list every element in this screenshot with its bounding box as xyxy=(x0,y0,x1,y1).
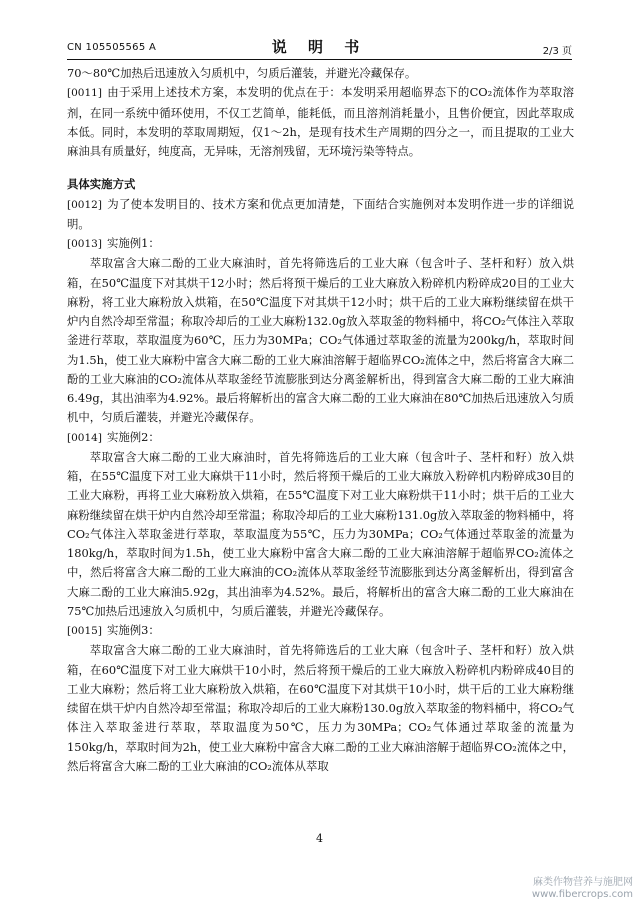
paragraph-number: [0013] xyxy=(67,238,102,250)
paragraph-0011 xyxy=(67,83,574,161)
paragraph-0012 xyxy=(67,195,574,235)
example-3-body: 萃取富含大麻二酚的工业大麻油时，首先将筛选后的工业大麻（包含叶子、茎杆和籽）放入烘箱，在60℃温度下对工业大麻烘干10小时，然后将预干燥后的工业大麻放入粉碎机内粉碎成40目的工业大麻粉；然后将工业大麻粉放入烘箱，在60℃温度下对其烘干10小时，烘干后的工业大麻粉继续留在烘干炉内自然冷却至常温；称取冷却后的工业大麻粉130.0g放入萃取釜的物料桶中，将CO₂气体注入萃取釜进行萃取，萃取温度为50℃，压力为30MPa；CO₂气体通过萃取釜的流量为150kg/h，萃取时间为2h，使工业大麻粉中富含大麻二酚的工业大麻油溶解于超临界CO₂流体之中，然后将富含大麻二酚的工业大麻油的CO₂流体从萃取 xyxy=(67,643,574,773)
example-title: 实施例1： xyxy=(107,236,160,250)
paragraph-number: [0012] xyxy=(67,198,102,211)
example-title: 实施例2： xyxy=(107,429,160,444)
example-1-body: 萃取富含大麻二酚的工业大麻油时，首先将筛选后的工业大麻（包含叶子、茎杆和籽）放入烘箱，在50℃温度下对其烘干12小时；然后将预干燥后的工业大麻放入粉碎机内粉碎成20目的工业大麻粉，将工业大麻粉放入烘箱，在50℃温度下对其烘干12小时；烘干后的工业大麻粉继续留在烘干炉内自然冷却至常温；称取冷却后的工业大麻粉132.0g放入萃取釜的物料桶中，将CO₂气体注入萃取釜进行萃取，萃取温度为60℃，压力为30MPa；CO₂气体通过萃取釜的流量为200kg/h，萃取时间为1.5h，使工业大麻粉中富含大麻二酚的工业大麻油溶解于超临界CO₂流体之中，然后将富含大麻二酚的工业大麻油的CO₂流体从萃取釜经节流膨胀到达分离釜解析出，得到富含大麻二酚的工业大麻油6.49g，其出油率为4.92%。最后将解析出的富含大麻二酚的工业大麻油在80℃加热后迅速放入匀质机中，匀质后灌装，并避光冷藏保存。 xyxy=(67,256,574,425)
paragraph-text: 由于采用上述技术方案，本发明的优点在于：本发明采用超临界态下的CO₂流体作为萃取溶剂，在同一系统中循环使用，不仅工艺简单，能耗低，而且溶剂消耗量小，且售价便宜，因此萃取成本低。同时，本发明的萃取周期短，仅1～2h，是现有技术生产周期的四分之一，而且提取的工业大麻油具有质量好，纯度高，无异味，无溶剂残留，无环境污染等特点。 xyxy=(67,85,574,158)
paragraph-number: [0014] xyxy=(67,431,102,444)
page-number: 4 xyxy=(316,832,323,845)
document-title: 说 明 书 xyxy=(271,38,368,56)
paragraph-number: [0015] xyxy=(67,625,102,637)
watermark-title: 麻类作物营养与施肥网 xyxy=(533,877,633,888)
watermark-url: www.fibercrops.com xyxy=(531,889,633,900)
page-indicator: 2/3 页 xyxy=(542,46,572,57)
site-watermark xyxy=(532,877,633,901)
example-3-heading xyxy=(67,621,574,641)
example-1-heading xyxy=(67,234,574,254)
patent-number: CN 105505565 A xyxy=(67,42,157,53)
example-2-body: 萃取富含大麻二酚的工业大麻油时，首先将筛选后的工业大麻（包含叶子、茎杆和籽）放入烘箱，在55℃温度下对工业大麻烘干11小时，然后将预干燥后的工业大麻放入粉碎机内粉碎成30目的工业大麻粉，再将工业大麻粉放入烘箱，在55℃温度下对工业大麻粉烘干11小时；烘干后的工业大麻粉继续留在烘干炉内自然冷却至常温；称取冷却后的工业大麻粉131.0g放入萃取釜的物料桶中，将CO₂气体注入萃取釜进行萃取，萃取温度为55℃，压力为30MPa；CO₂气体通过萃取釜的流量为180kg/h，萃取时间为1.5h，使工业大麻粉中富含大麻二酚的工业大麻油溶解于超临界CO₂流体之中，然后将富含大麻二酚的工业大麻油的CO₂流体从萃取釜经节流膨胀到达分离釜解析出，得到富含大麻二酚的工业大麻油5.92g，其出油率为4.52%。最后，将解析出的富含大麻二酚的工业大麻油在75℃加热后迅速放入匀质机中，匀质后灌装，并避光冷藏保存。 xyxy=(67,449,574,618)
example-2-heading xyxy=(67,428,574,448)
paragraph-number: [0011] xyxy=(67,87,102,100)
paragraph-text: 为了使本发明目的、技术方案和优点更加清楚，下面结合实施例对本发明作进一步的详细说明。 xyxy=(67,196,574,231)
document-body xyxy=(67,64,574,776)
header-rule xyxy=(67,59,572,60)
section-heading: 具体实施方式 xyxy=(67,177,136,192)
page-header xyxy=(67,36,572,56)
example-title: 实施例3： xyxy=(107,623,160,637)
continued-paragraph: 70～80℃加热后迅速放入匀质机中，匀质后灌装，并避光冷藏保存。 xyxy=(67,66,417,80)
